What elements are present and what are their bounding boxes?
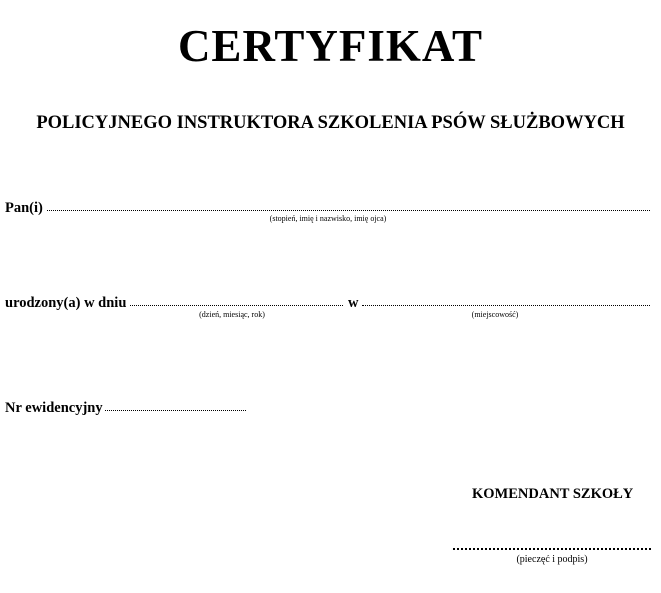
record-number-label: Nr ewidencyjny: [5, 400, 103, 416]
certificate-subtitle: POLICYJNEGO INSTRUKTORA SZKOLENIA PSÓW SŁUŻBOWYCH: [36, 113, 625, 133]
birth-place-hint: (miejscowość): [471, 310, 519, 319]
name-label: Pan(i): [5, 200, 43, 216]
name-hint: (stopień, imię i nazwisko, imię ojca): [269, 214, 387, 223]
birth-place-connector: w: [348, 295, 359, 311]
commander-title: KOMENDANT SZKOŁY: [472, 486, 634, 502]
record-number-field[interactable]: [105, 410, 246, 411]
name-field[interactable]: [47, 210, 650, 211]
birth-place-field[interactable]: [362, 305, 650, 306]
birth-date-label: urodzony(a) w dniu: [5, 295, 127, 311]
birth-date-hint: (dzień, miesiąc, rok): [199, 310, 265, 319]
signature-field[interactable]: [453, 548, 651, 550]
certificate-title: CERTYFIKAT: [177, 21, 484, 71]
signature-hint: (pieczęć i podpis): [516, 554, 588, 565]
birth-date-field[interactable]: [130, 305, 343, 306]
